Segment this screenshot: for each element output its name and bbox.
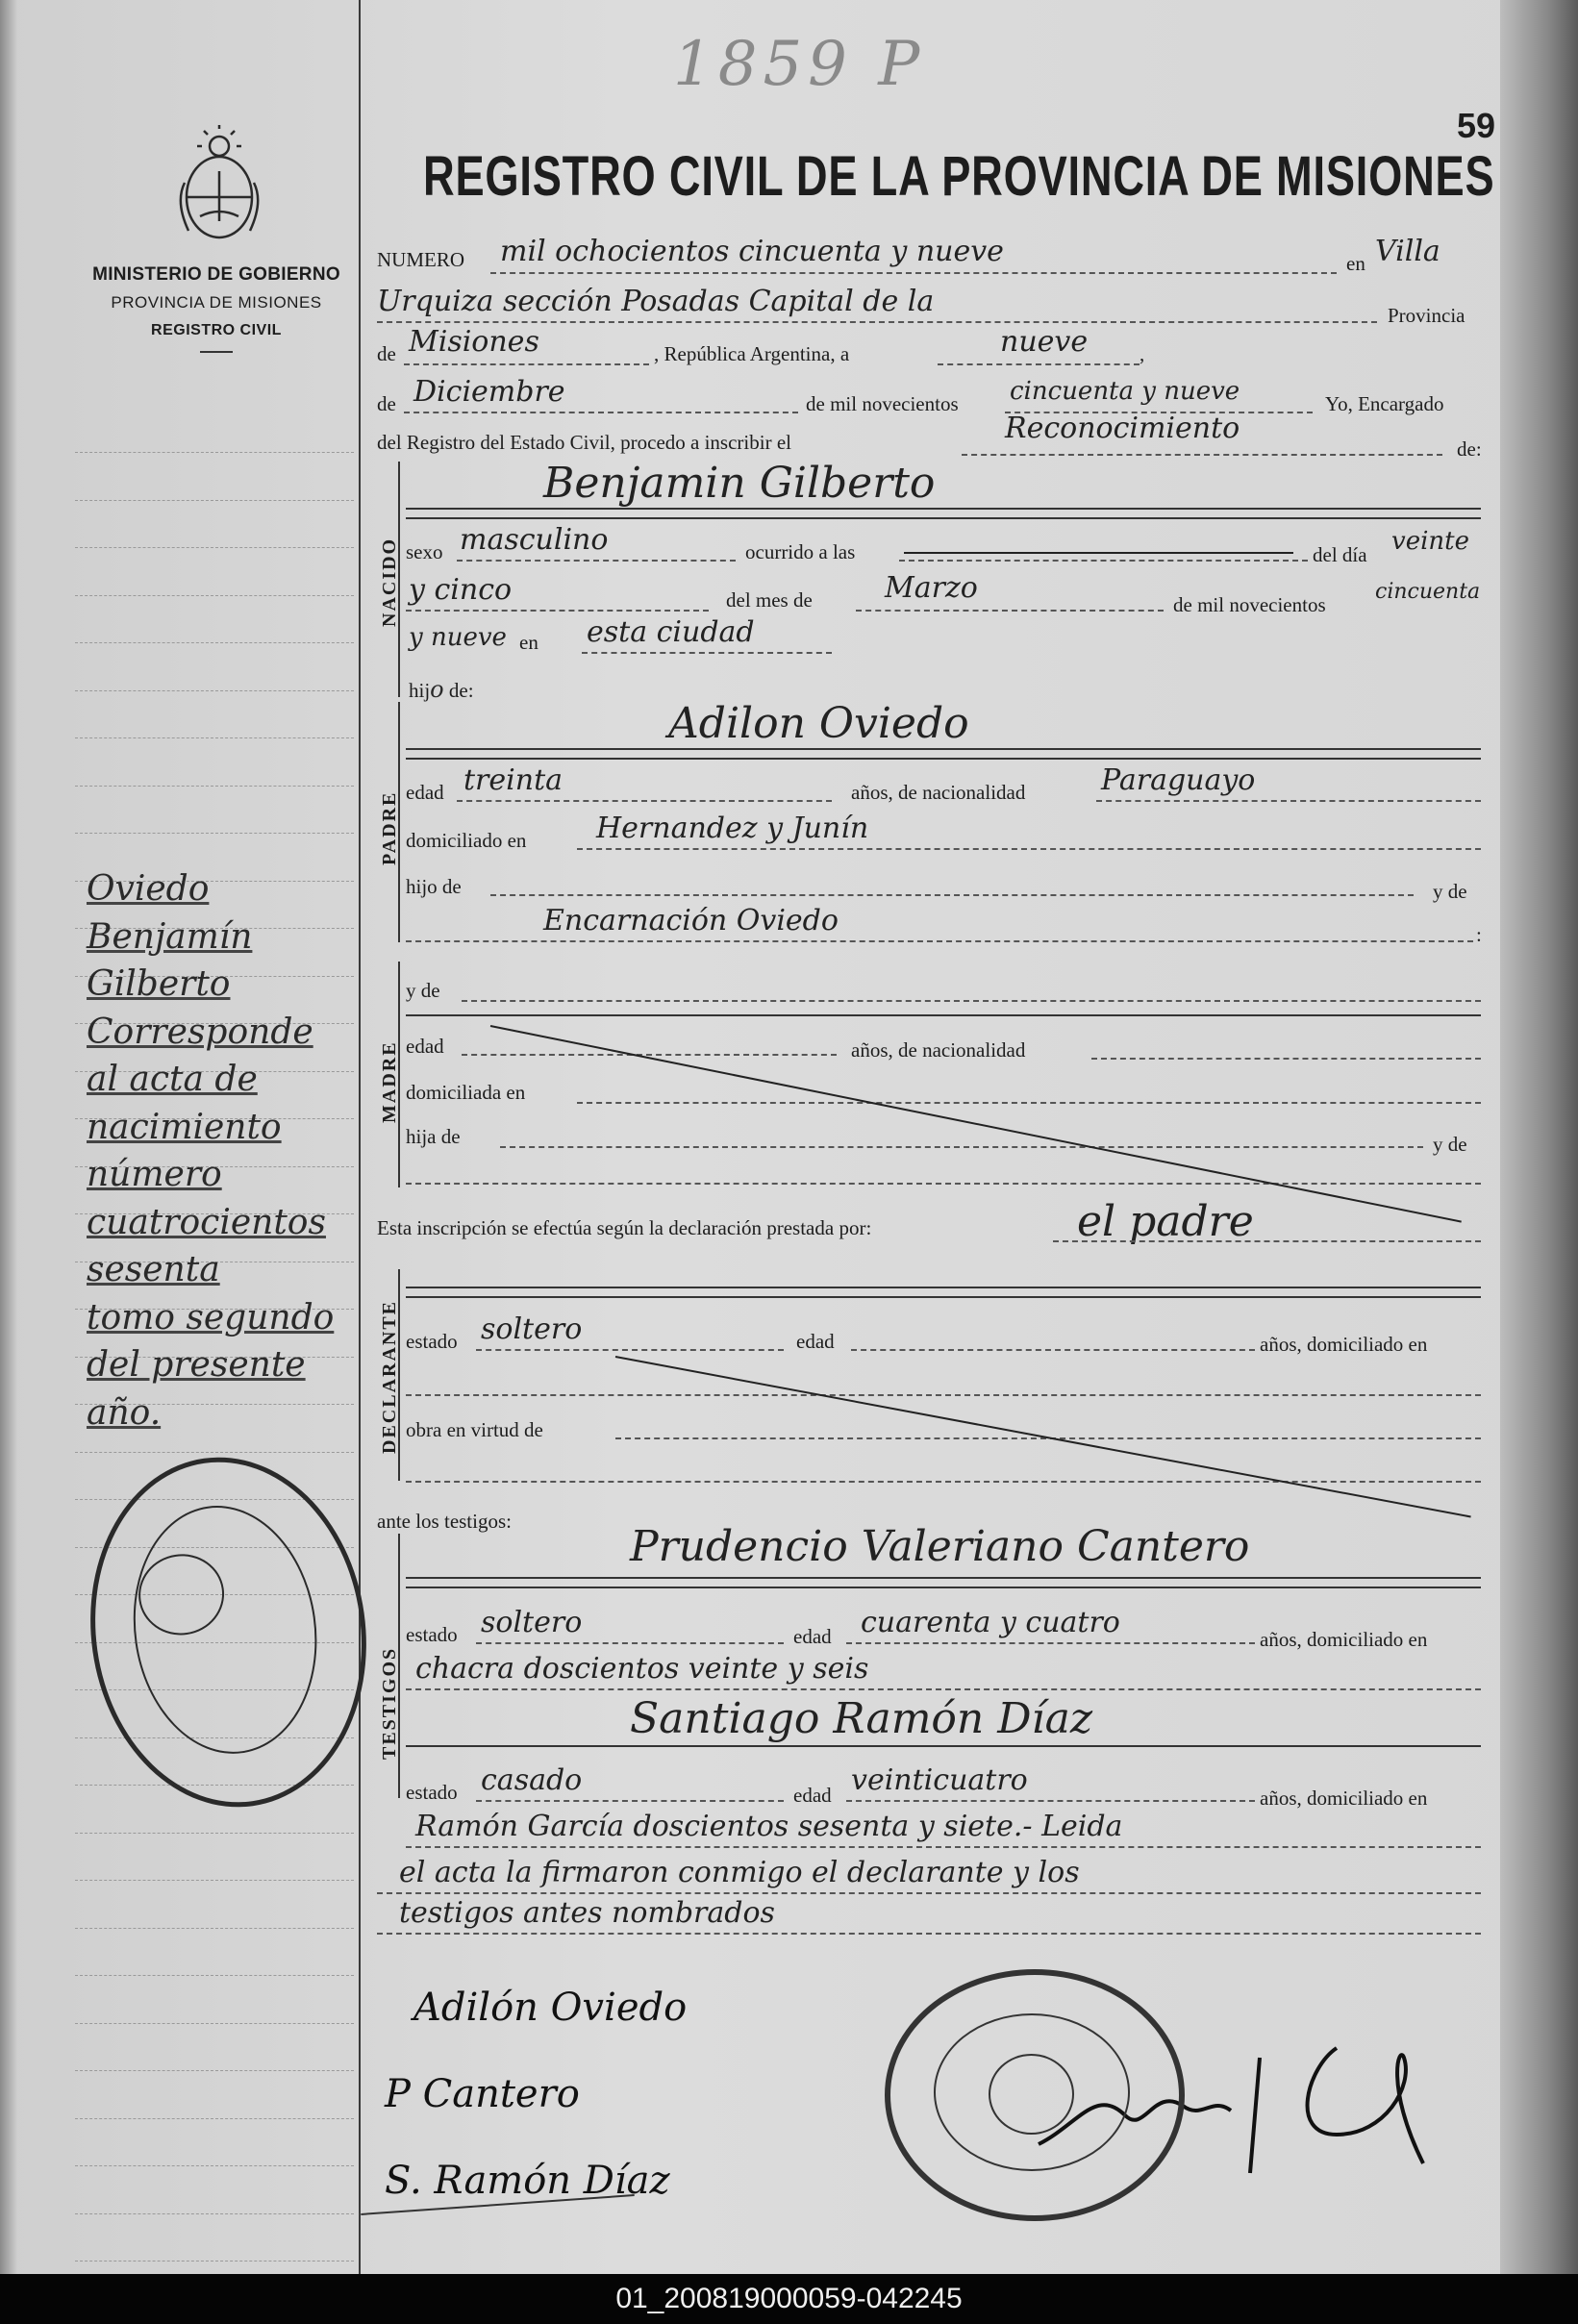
margin-ruled-line [75,452,354,453]
declarante-last-line [406,1481,1481,1483]
testigo1-domicilio-label: años, domiciliado en [1260,1628,1428,1651]
padre-name-line2 [406,758,1481,760]
declarante-top-line2 [406,1296,1481,1298]
month-value: Diciembre [413,375,565,409]
margin-note-line: sesenta [87,1250,220,1289]
madre-nacionalidad-label: años, de nacionalidad [851,1038,1026,1062]
margin-ruled-line [75,1928,354,1929]
testigo1-edad-line [846,1642,1255,1644]
hijo-de-label: de: [448,679,474,702]
page-number: 59 [1457,106,1496,145]
declarante-estado-label: estado [406,1330,458,1353]
testigo1-name: Prudencio Valeriano Cantero [630,1522,1250,1571]
nacido-name: Benjamin Gilberto [543,459,936,508]
margin-ruled-line [75,690,354,691]
anio-value-cont: y nueve [409,623,507,652]
sexo-label: sexo [406,540,443,563]
declarante-domicilio-line [406,1394,1481,1396]
province-name: PROVINCIA DE MISIONES [111,293,322,312]
declaracion-line [1053,1240,1481,1242]
testigo1-estado-value: soltero [481,1606,583,1639]
location-line [377,321,1377,323]
dia-label: del día [1313,543,1367,566]
location-value: Urquiza sección Posadas Capital de la [377,285,935,318]
testigo1-estado-label: estado [406,1623,458,1646]
mes-line [856,610,1164,612]
madre-name-line2 [406,1014,1481,1016]
numero-line [490,272,1337,274]
padre-domicilio-label: domiciliado en [406,829,527,852]
margin-ruled-line [75,2118,354,2119]
hijo-label-text: hij [409,679,431,702]
ministry-header [67,264,365,353]
madre-hija-de-label: hija de [406,1125,461,1148]
scan-footer: 01_200819000059-042245 [0,2274,1578,2324]
document-title: REGISTRO CIVIL DE LA PROVINCIA DE MISIONES [423,145,1495,208]
margin-ruled-line [75,595,354,596]
declarante-obra-label: obra en virtud de [406,1418,543,1441]
margin-ruled-line [75,642,354,643]
mes-value: Marzo [885,571,978,605]
madre-last-line [406,1183,1481,1185]
madre-name-line1 [462,1000,1481,1002]
padre-domicilio-line [577,848,1481,850]
declaracion-value: el padre [1077,1197,1254,1246]
madre-y-de-label2: y de [1433,1133,1467,1156]
closing-line1: el acta la firmaron conmigo el declarante y los [399,1856,1080,1889]
testigo1-edad-value: cuarenta y cuatro [861,1606,1120,1639]
day-comma: , [1140,342,1145,365]
closing-line2: testigos antes nombrados [399,1896,775,1930]
testigo1-domicilio-value: chacra doscientos veinte y seis [415,1652,869,1686]
margin-note-line: tomo segundo [87,1297,335,1337]
acto-value: Reconocimiento [1005,412,1240,445]
padre-name-line1 [406,748,1481,750]
testigo2-domicilio-value: Ramón García doscientos sesenta y siete.- Leida [415,1810,1123,1843]
testigo2-estado-line [476,1800,784,1802]
testigo2-domicilio-label: años, domiciliado en [1260,1787,1428,1810]
padre-madre-value: Encarnación Oviedo [543,904,839,937]
padre-section-label: PADRE [379,790,400,865]
margin-note-line: nacimiento [87,1107,282,1147]
testigos-section-label: TESTIGOS [379,1646,400,1760]
provincia-label: Provincia [1388,304,1465,327]
declarante-edad-label: edad [796,1330,835,1353]
month-line [404,412,798,413]
stamped-number: 1859 P [673,29,926,100]
declarante-estado-line [476,1349,784,1351]
dia-value: veinte [1391,527,1469,556]
lugar-line [582,652,832,654]
padre-madre-line [406,940,1473,942]
lugar-en-label: en [519,631,539,654]
padre-edad-label: edad [406,781,444,804]
right-registry-stamp [885,1969,1185,2221]
margin-ruled-line [75,1833,354,1834]
testigo1-estado-line [476,1642,784,1644]
margin-note-line: número [87,1155,222,1194]
testigo1-domicilio-line [406,1688,1481,1690]
testigo2-edad-label: edad [793,1784,832,1807]
testigo2-name: Santiago Ramón Díaz [630,1694,1093,1743]
testigo2-domicilio-line [406,1846,1481,1848]
testigo1-edad-label: edad [793,1625,832,1648]
right-stamp-seal-icon [989,2054,1074,2135]
sexo-line [457,560,736,562]
madre-domicilio-label: domiciliada en [406,1081,526,1104]
padre-edad-value: treinta [463,763,564,797]
signature-testigo2: S. Ramón Díaz [385,2159,670,2203]
margin-note-line: Gilberto [87,964,231,1004]
page-left-edge [0,0,17,2274]
coat-of-arms-icon [171,125,267,245]
margin-ruled-line [75,2070,354,2071]
en-value: Villa [1375,235,1440,268]
madre-section-label: MADRE [379,1040,400,1123]
testigo2-estado-value: casado [481,1763,583,1797]
republica-label: , República Argentina, a [654,342,850,365]
dia-line [406,610,709,612]
anio-value: cincuenta [1375,580,1481,604]
padre-nacionalidad-line [1096,800,1481,802]
testigo2-estado-label: estado [406,1781,458,1804]
testigo1-name-line1 [406,1577,1481,1579]
margin-note-line: Corresponde [87,1012,313,1052]
padre-colon: : [1476,923,1482,946]
padre-y-de-label: y de [1433,880,1467,903]
margin-ruled-line [75,2165,354,2166]
sexo-value: masculino [460,523,609,557]
testigo2-name-line [406,1745,1481,1747]
padre-nacionalidad-label: años, de nacionalidad [851,781,1026,804]
nacido-section-label: NACIDO [379,537,400,627]
madre-edad-label: edad [406,1035,444,1058]
day-line [938,363,1140,365]
margin-ruled-line [75,1975,354,1976]
registry-name: REGISTRO CIVIL [151,322,282,338]
numero-value: mil ochocientos cincuenta y nueve [500,235,1004,268]
nacido-name-line1 [406,508,1481,510]
testigos-label: ante los testigos: [377,1510,512,1533]
closing-line1-rule [377,1892,1481,1894]
margin-ruled-line [75,1880,354,1881]
ministry-name: MINISTERIO DE GOBIERNO [92,264,340,285]
margin-ruled-line [75,547,354,548]
de-colon-label: de: [1457,437,1482,461]
province-value: Misiones [409,325,539,359]
year-label: de mil novecientos [806,392,959,415]
testigo1-name-line2 [406,1587,1481,1588]
declarante-domicilio-label: años, domiciliado en [1260,1333,1428,1356]
padre-domicilio-value: Hernandez y Junín [596,812,869,845]
stamp-inner-ring [118,1494,333,1766]
testigo2-edad-value: veinticuatro [851,1763,1028,1797]
declarante-estado-value: soltero [481,1312,583,1346]
page-right-edge [1500,0,1578,2274]
padre-hijo-de-label: hijo de [406,875,462,898]
padre-nacionalidad-value: Paraguayo [1101,763,1256,797]
margin-ruled-line [75,1452,354,1453]
madre-domicilio-line [577,1102,1481,1104]
testigo2-edad-line [846,1800,1255,1802]
day-value: nueve [1000,325,1089,359]
encargado-label: Yo, Encargado [1325,392,1444,415]
margin-ruled-line [75,500,354,501]
right-stamp-inner-ring [934,2013,1130,2171]
margin-ruled-line [75,2213,354,2214]
de-label: de [377,342,396,365]
signature-declarante: Adilón Oviedo [413,1986,688,2030]
nacido-name-line2 [406,517,1481,519]
margin-note-line: año. [87,1392,162,1433]
madre-y-de-label: y de [406,979,440,1002]
closing-line2-rule [377,1933,1481,1935]
ocurrido-label: ocurrido a las [745,540,856,563]
hijo-suffix: o [430,676,444,703]
hora-line [899,560,1308,562]
margin-ruled-line [75,737,354,738]
margin-ruled-line [75,2023,354,2024]
lugar-value: esta ciudad [587,615,755,649]
margin-note-line: del presente [87,1345,306,1385]
registro-label: del Registro del Estado Civil, procedo a inscribir el [377,431,791,454]
declarante-top-line1 [406,1287,1481,1288]
signature-testigo1: P Cantero [385,2072,580,2116]
margin-note-line: cuatrocientos [87,1202,326,1242]
margin-note-line: Benjamín [87,916,253,957]
declaracion-label: Esta inscripción se efectúa según la declaración prestada por: [377,1216,872,1239]
margin-annotation [87,865,365,1437]
mes-label: del mes de [726,588,813,612]
margin-ruled-line [75,2261,354,2262]
province-line [404,363,649,365]
madre-nacionalidad-line [1091,1058,1481,1060]
padre-name: Adilon Oviedo [668,699,969,748]
acto-line [962,454,1442,456]
padre-hijo-de-line [490,894,1414,896]
margin-note-line: al acta de [87,1060,258,1099]
declarante-edad-line [851,1349,1255,1351]
hora-strike [904,552,1293,554]
numero-label: NUMERO [377,248,465,271]
madre-hija-de-line [500,1146,1423,1148]
margin-ruled-line [75,833,354,834]
year-value: cincuenta y nueve [1010,377,1240,406]
padre-edad-line [457,800,832,802]
margin-ruled-line [75,786,354,787]
de-month-label: de [377,392,396,415]
ministry-divider [200,351,233,353]
dia-value-cont: y cinco [409,573,513,607]
margin-note-line: Oviedo [87,869,210,909]
hijo-label [409,676,474,703]
anio-label: de mil novecientos [1173,593,1326,616]
declarante-section-label: DECLARANTE [379,1299,400,1454]
en-label: en [1346,252,1365,275]
madre-edad-line [462,1054,837,1056]
